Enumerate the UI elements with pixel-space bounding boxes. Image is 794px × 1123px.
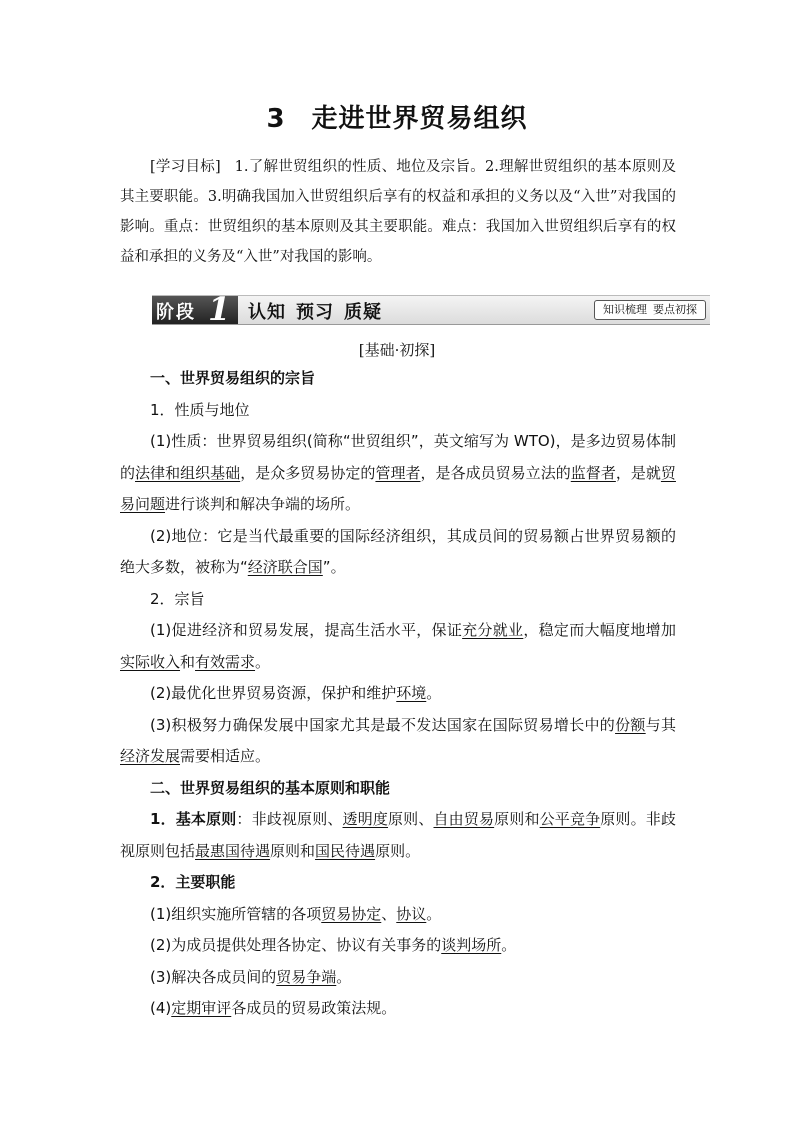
section-heading: 一、世界贸易组织的宗旨 [150,369,316,387]
section-subheading: [基础·初探] [358,341,436,359]
section-heading: 二、世界贸易组织的基本原则和职能 [150,778,391,797]
paragraph: (2)为成员提供处理各协定、协议有关事务的谈判场所。 [150,936,517,954]
stage-heading [248,298,392,324]
stage-number: 1 [208,290,231,328]
stage-heading-word: 质疑 [344,302,382,323]
stage-heading-word: 认知 [248,302,286,323]
paragraph: (2)最优化世界贸易资源，保护和维护环境。 [150,684,442,702]
paragraph: 1．基本原则：非歧视原则、透明度原则、自由贸易原则和公平竞争原则。非歧视原则包括最惠国待遇原则和国民待遇原则。 [120,810,676,860]
paragraph: (1)性质：世界贸易组织(简称“世贸组织”，英文缩写为 WTO)，是多边贸易体制的法律和组织基础，是众多贸易协定的管理者，是各成员贸易立法的监督者，是就贸易问题进行谈判和解决争端的场所。 [120,432,676,513]
lesson-number: 3 [266,104,286,134]
stage-word: 阶段 [156,302,196,323]
paragraph: (3)积极努力确保发展中国家尤其是最不发达国家在国际贸易增长中的份额与其经济发展需要相适应。 [120,715,676,765]
stage-box [152,290,238,328]
lesson-title: 走进世界贸易组织 [311,104,528,134]
stage-tag: 知识梳理 [603,303,647,316]
goals-tag: [学习目标] [150,159,221,175]
paragraph: (3)解决各成员间的贸易争端。 [150,967,352,986]
stage-banner [152,290,710,328]
content-body [120,363,676,1025]
subsection-heading: 2．主要职能 [150,873,236,891]
page-title [0,98,794,135]
subsection-heading: 1．性质与地位 [150,400,250,419]
subsection-heading: 2．宗旨 [150,589,205,608]
paragraph: (1)促进经济和贸易发展，提高生活水平，保证充分就业，稳定而大幅度地增加实际收入和有效需求。 [120,621,676,671]
paragraph: (2)地位：它是当代最重要的国际经济组织，其成员间的贸易额占世界贸易额的绝大多数，被称为“经济联合国”。 [120,526,676,576]
goals-text: 1.了解世贸组织的性质、地位及宗旨。2.理解世贸组织的基本原则及其主要职能。3.明确我国加入世贸组织后享有的权益和承担的义务以及“入世”对我国的影响。重点：世贸组织的基本原则及其主要职能。难点：我国加入世贸组织后享有的权益和承担的义务及“入世”对我国的影响。 [120,159,676,265]
stage-heading-word: 预习 [296,302,334,323]
learning-goals [120,152,676,272]
paragraph: (1)组织实施所管辖的各项贸易协定、协议。 [150,904,442,923]
stage-tag-box [594,300,706,320]
stage-tag: 要点初探 [653,303,697,316]
paragraph: (4)定期审评各成员的贸易政策法规。 [150,999,397,1017]
